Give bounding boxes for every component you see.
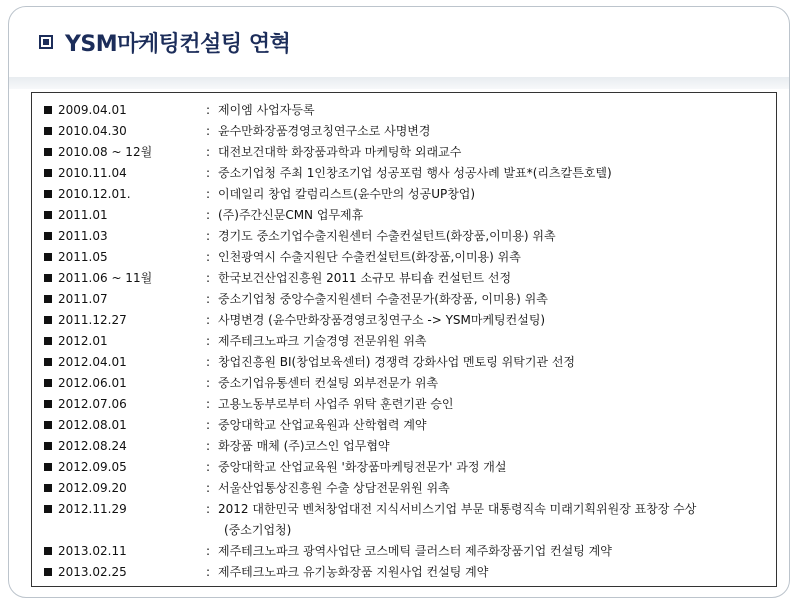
history-row [32,477,776,498]
history-date: 2012.09.20 [58,480,127,495]
history-date: 2012.01 [58,333,108,348]
history-row [32,498,776,519]
square-bullet-icon [44,568,52,576]
square-bullet-icon [44,127,52,135]
history-row [32,141,776,162]
history-row-continuation [32,519,776,540]
separator-colon: : [206,417,211,432]
separator-colon: : [206,123,211,138]
square-bullet-icon [44,169,52,177]
history-row [32,204,776,225]
history-row [32,162,776,183]
history-row [32,414,776,435]
separator-colon: : [206,165,211,180]
history-date: 2010.04.30 [58,123,127,138]
square-bullet-icon [44,253,52,261]
separator-colon: : [206,354,211,369]
square-bullet-icon [44,463,52,471]
square-bullet-icon [44,358,52,366]
history-description: (주)주간신문CMN 업무제휴 [218,208,364,222]
history-description: 이데일리 창업 칼럼리스트(윤수만의 성공UP창업) [218,187,476,201]
square-bullet-icon [44,547,52,555]
square-bullet-icon [44,274,52,282]
history-description: 제이엠 사업자등록 [218,103,315,117]
history-row [32,288,776,309]
history-date: 2009.04.01 [58,102,127,117]
separator-colon: : [206,396,211,411]
history-date: 2013.02.25 [58,564,127,579]
history-date: 2011.03 [58,228,108,243]
history-row [32,372,776,393]
separator-colon: : [206,228,211,243]
separator-colon: : [206,312,211,327]
square-bullet-icon [44,106,52,114]
history-row [32,267,776,288]
history-description: 화장품 매체 (주)코스인 업무협약 [218,439,390,453]
square-bullet-icon [44,232,52,240]
history-date: 2013.02.11 [58,543,127,558]
history-date: 2012.04.01 [58,354,127,369]
history-row [32,246,776,267]
history-row [32,120,776,141]
history-description: 중소기업청 중앙수출지원센터 수출전문가(화장품, 이미용) 위촉 [218,292,548,306]
history-date: 2012.11.29 [58,501,127,516]
history-row [32,309,776,330]
history-row [32,183,776,204]
history-row [32,351,776,372]
history-date: 2010.11.04 [58,165,127,180]
title-bar [9,7,789,77]
separator-colon: : [206,501,211,516]
square-bullet-icon [44,190,52,198]
square-bullet-icon [44,148,52,156]
square-bullet-icon [44,211,52,219]
square-bullet-icon [44,316,52,324]
separator-colon: : [206,543,211,558]
history-row [32,225,776,246]
history-date: 2012.09.05 [58,459,127,474]
history-description: 제주테크노파크 유기농화장품 지원사업 컨설팅 계약 [218,565,489,579]
square-bullet-icon [44,421,52,429]
history-description: 사명변경 (윤수만화장품경영코칭연구소 -> YSM마케팅컨설팅) [218,313,546,327]
square-bullet-icon [44,295,52,303]
separator-colon: : [206,564,211,579]
separator-colon: : [206,102,211,117]
history-date: 2012.07.06 [58,396,127,411]
history-description: 제주테크노파크 기술경영 전문위원 위촉 [218,334,427,348]
history-description: 중앙대학교 산업교육원과 산학협력 계약 [218,418,427,432]
history-row [32,99,776,120]
history-date: 2011.07 [58,291,108,306]
separator-colon: : [206,270,211,285]
history-row [32,330,776,351]
square-bullet-icon [44,505,52,513]
separator-colon: : [206,207,211,222]
history-description: 중소기업청 주최 1인창조기업 성공포럼 행사 성공사례 발표*(리츠칼튼호텔) [218,166,612,180]
separator-colon: : [206,291,211,306]
history-description: 경기도 중소기업수출지원센터 수출컨설턴트(화장품,이미용) 위촉 [218,229,556,243]
square-bullet-icon [44,442,52,450]
history-description: 인천광역시 수출지원단 수출컨설턴트(화장품,이미용) 위촉 [218,250,521,264]
history-list [31,92,777,587]
page-title: YSM마케팅컨설팅 연혁 [65,31,291,57]
history-description: 한국보건산업진흥원 2011 소규모 뷰티숍 컨설턴트 선정 [218,271,512,285]
history-date: 2010.08 ~ 12월 [58,145,153,159]
separator-colon: : [206,438,211,453]
history-description: 고용노동부로부터 사업주 위탁 훈련기관 승인 [218,397,454,411]
history-description-continuation: (중소기업청) [224,523,292,537]
slide-frame [8,6,790,598]
separator-colon: : [206,375,211,390]
separator-colon: : [206,480,211,495]
history-description: 중소기업유통센터 컨설팅 외부전문가 위촉 [218,376,439,390]
history-date: 2011.05 [58,249,108,264]
history-description: 중앙대학교 산업교육원 '화장품마케팅전문가' 과정 개설 [218,460,507,474]
separator-colon: : [206,333,211,348]
history-description: 윤수만화장품경영코칭연구소로 사명변경 [218,124,431,138]
history-date: 2011.06 ~ 11월 [58,271,153,285]
square-bullet-icon [44,379,52,387]
square-bullet-icon [44,337,52,345]
history-date: 2012.08.24 [58,438,127,453]
title-divider [9,77,789,89]
separator-colon: : [206,144,211,159]
history-row [32,561,776,582]
separator-colon: : [206,186,211,201]
history-description: 서울산업통상진흥원 수출 상담전문위원 위촉 [218,481,450,495]
separator-colon: : [206,459,211,474]
square-bullet-icon [44,484,52,492]
history-description: 2012 대한민국 벤처창업대전 지식서비스기업 부문 대통령직속 미래기획위원장 표창장 수상 [218,502,697,516]
history-date: 2011.12.27 [58,312,127,327]
square-bullet-icon [39,35,53,49]
history-date: 2012.08.01 [58,417,127,432]
separator-colon: : [206,249,211,264]
square-bullet-icon [44,400,52,408]
history-description: 제주테크노파크 광역사업단 코스메틱 클러스터 제주화장품기업 컨설팅 계약 [218,544,612,558]
history-row [32,456,776,477]
history-date: 2011.01 [58,207,108,222]
history-description: 대전보건대학 화장품과학과 마케팅학 외래교수 [218,145,462,159]
history-date: 2010.12.01. [58,186,131,201]
history-date: 2012.06.01 [58,375,127,390]
history-row [32,393,776,414]
history-row [32,540,776,561]
history-description: 창업진흥원 BI(창업보육센터) 경쟁력 강화사업 멘토링 위탁기관 선정 [218,355,576,369]
history-row [32,435,776,456]
